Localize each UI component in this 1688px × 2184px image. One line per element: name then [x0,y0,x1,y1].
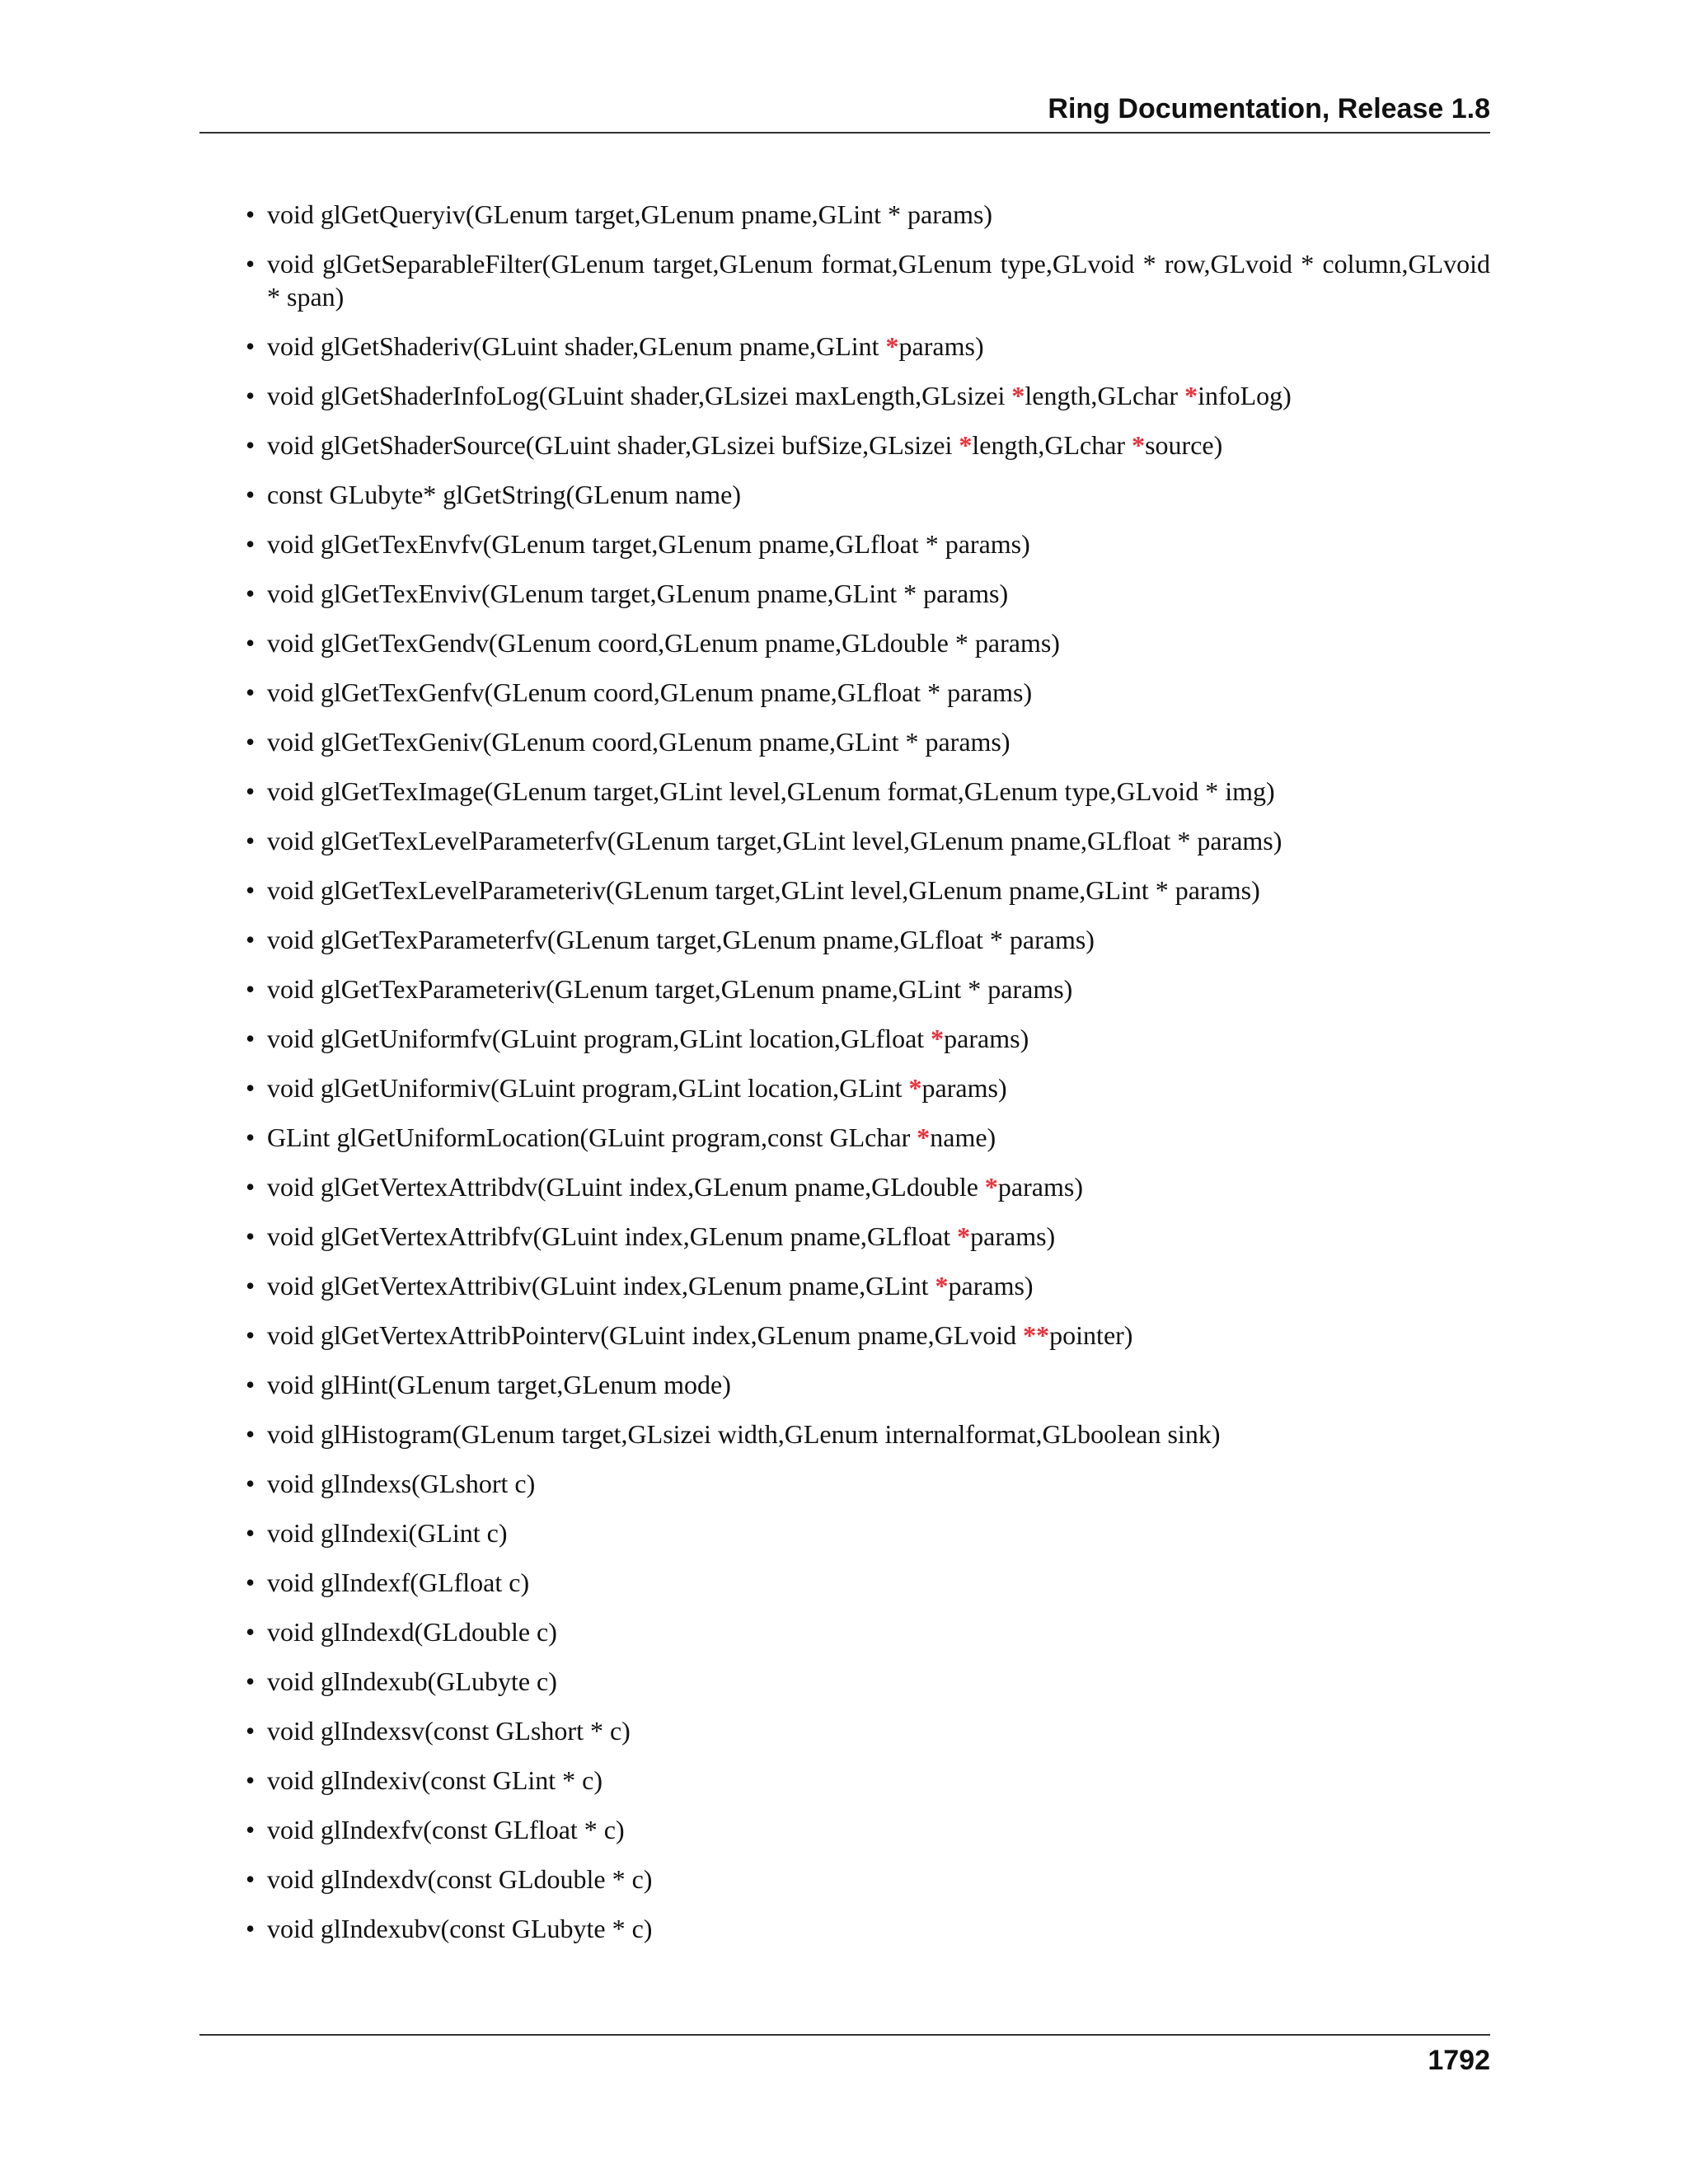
signature-text: params) [898,331,984,361]
list-item [246,330,1490,363]
bullet-icon: • [246,529,256,559]
list-item [246,1516,1490,1549]
signature-text: void glIndexiv(const GLint * c) [267,1765,603,1795]
bullet-icon: • [246,1469,256,1498]
bullet-icon: • [246,1024,256,1053]
list-item [246,1665,1490,1698]
list-item [246,1912,1490,1945]
bullet-icon: • [246,1765,256,1795]
bullet-icon: • [246,1864,256,1894]
list-item [246,923,1490,956]
pointer-asterisk: * [959,430,973,460]
list-item [246,775,1490,808]
signature-text: length,GLchar [1025,381,1185,410]
bullet-icon: • [246,249,256,279]
list-item [246,1022,1490,1055]
signature-text: infoLog) [1198,381,1292,410]
pointer-asterisk: * [931,1024,945,1053]
bullet-icon: • [246,430,256,460]
list-item [246,1170,1490,1203]
signature-text: params) [948,1271,1034,1301]
bullet-icon: • [246,1666,256,1696]
list-item [246,824,1490,857]
signature-text: void glGetVertexAttribfv(GLuint index,GLenum pname,GLfloat [267,1221,958,1251]
signature-text: void glIndexi(GLint c) [267,1518,508,1548]
list-item [246,527,1490,560]
list-item [246,478,1490,511]
signature-text: void glGetShaderiv(GLuint shader,GLenum pname,GLint [267,331,886,361]
bullet-icon: • [246,331,256,361]
main-content [246,198,1490,1961]
bullet-icon: • [246,199,256,229]
list-item [246,1714,1490,1747]
signature-text: void glHistogram(GLenum target,GLsizei width,GLenum internalformat,GLboolean sink) [267,1419,1221,1449]
list-item [246,379,1490,412]
bullet-icon: • [246,1370,256,1399]
signature-text: void glGetTexGendv(GLenum coord,GLenum pname,GLdouble * params) [267,628,1060,658]
list-item [246,1220,1490,1253]
signature-text: void glGetTexEnviv(GLenum target,GLenum pname,GLint * params) [267,579,1009,608]
signature-text: params) [944,1024,1029,1053]
signature-text: void glGetTexParameteriv(GLenum target,GLenum pname,GLint * params) [267,974,1073,1004]
page-header [199,92,1490,134]
function-list [246,198,1490,1945]
list-item [246,1368,1490,1401]
bullet-icon: • [246,1815,256,1844]
bullet-icon: • [246,1172,256,1202]
signature-text: void glIndexd(GLdouble c) [267,1617,557,1647]
signature-text: params) [997,1172,1083,1202]
pointer-asterisk: * [1184,381,1198,410]
list-item [246,1615,1490,1648]
bullet-icon: • [246,776,256,806]
list-item [246,874,1490,907]
bullet-icon: • [246,381,256,410]
bullet-icon: • [246,1518,256,1548]
signature-text: params) [921,1073,1007,1103]
bullet-icon: • [246,826,256,855]
bullet-icon: • [246,974,256,1004]
pointer-asterisk: * [1011,381,1025,410]
signature-text: void glIndexub(GLubyte c) [267,1666,557,1696]
footer-rule [199,2034,1490,2036]
pointer-asterisk: * [984,1172,998,1202]
signature-text: void glIndexubv(const GLubyte * c) [267,1914,653,1943]
pointer-asterisk: * [908,1073,922,1103]
bullet-icon: • [246,677,256,707]
signature-text: void glHint(GLenum target,GLenum mode) [267,1370,731,1399]
list-item [246,1418,1490,1451]
list-item [246,676,1490,709]
signature-text: void glGetVertexAttribdv(GLuint index,GLenum pname,GLdouble [267,1172,985,1202]
signature-text: void glIndexdv(const GLdouble * c) [267,1864,653,1894]
signature-text: pointer) [1049,1320,1133,1350]
list-item [246,1121,1490,1154]
pointer-asterisk: * [1132,430,1146,460]
list-item [246,626,1490,659]
signature-text: void glGetSeparableFilter(GLenum target,GLenum format,GLenum type,GLvoid * row,GLvoid * column,GLvoid * span) [267,249,1490,312]
bullet-icon: • [246,1914,256,1943]
bullet-icon: • [246,1122,256,1152]
signature-text: void glGetUniformfv(GLuint program,GLint location,GLfloat [267,1024,931,1053]
bullet-icon: • [246,1271,256,1301]
signature-text: void glGetVertexAttribPointerv(GLuint index,GLenum pname,GLvoid [267,1320,1024,1350]
signature-text: void glGetTexGenfv(GLenum coord,GLenum pname,GLfloat * params) [267,677,1033,707]
list-item [246,1764,1490,1797]
bullet-icon: • [246,1073,256,1103]
bullet-icon: • [246,1716,256,1746]
bullet-icon: • [246,628,256,658]
list-item [246,972,1490,1005]
signature-text: void glGetShaderInfoLog(GLuint shader,GLsizei maxLength,GLsizei [267,381,1012,410]
bullet-icon: • [246,1419,256,1449]
signature-text: length,GLchar [972,430,1132,460]
signature-text: source) [1145,430,1223,460]
list-item [246,577,1490,610]
pointer-asterisk: * [957,1221,971,1251]
bullet-icon: • [246,727,256,757]
list-item [246,1863,1490,1896]
signature-text: void glGetQueryiv(GLenum target,GLenum pname,GLint * params) [267,199,993,229]
signature-text: void glGetVertexAttribiv(GLuint index,GLenum pname,GLint [267,1271,935,1301]
list-item [246,429,1490,462]
bullet-icon: • [246,875,256,905]
pointer-asterisk: ** [1023,1320,1050,1350]
signature-text: void glGetUniformiv(GLuint program,GLint location,GLint [267,1073,909,1103]
page-number: 1792 [1428,2045,1490,2076]
list-item [246,1319,1490,1352]
signature-text: void glIndexs(GLshort c) [267,1469,536,1498]
signature-text: void glIndexsv(const GLshort * c) [267,1716,631,1746]
list-item [246,247,1490,313]
list-item [246,1813,1490,1846]
signature-text: void glGetTexLevelParameterfv(GLenum target,GLint level,GLenum pname,GLfloat * params) [267,826,1282,855]
bullet-icon: • [246,1568,256,1597]
list-item [246,198,1490,231]
signature-text: void glGetTexImage(GLenum target,GLint level,GLenum format,GLenum type,GLvoid * img) [267,776,1275,806]
bullet-icon: • [246,579,256,608]
bullet-icon: • [246,1320,256,1350]
list-item [246,1566,1490,1599]
signature-text: void glGetTexGeniv(GLenum coord,GLenum pname,GLint * params) [267,727,1010,757]
signature-text: GLint glGetUniformLocation(GLuint program,const GLchar [267,1122,917,1152]
pointer-asterisk: * [885,331,899,361]
signature-text: void glGetTexParameterfv(GLenum target,GLenum pname,GLfloat * params) [267,925,1095,954]
pointer-asterisk: * [935,1271,949,1301]
signature-text: void glGetTexLevelParameteriv(GLenum target,GLint level,GLenum pname,GLint * params) [267,875,1260,905]
bullet-icon: • [246,1221,256,1251]
bullet-icon: • [246,925,256,954]
signature-text: void glGetTexEnvfv(GLenum target,GLenum pname,GLfloat * params) [267,529,1030,559]
list-item [246,1269,1490,1302]
pointer-asterisk: * [917,1122,931,1152]
signature-text: name) [930,1122,996,1152]
bullet-icon: • [246,480,256,509]
bullet-icon: • [246,1617,256,1647]
signature-text: void glIndexfv(const GLfloat * c) [267,1815,625,1844]
document-title: Ring Documentation, Release 1.8 [1048,93,1490,124]
signature-text: void glGetShaderSource(GLuint shader,GLsizei bufSize,GLsizei [267,430,959,460]
list-item [246,1071,1490,1104]
list-item [246,1467,1490,1500]
signature-text: void glIndexf(GLfloat c) [267,1568,530,1597]
signature-text: params) [970,1221,1056,1251]
signature-text: const GLubyte* glGetString(GLenum name) [267,480,741,509]
list-item [246,725,1490,758]
